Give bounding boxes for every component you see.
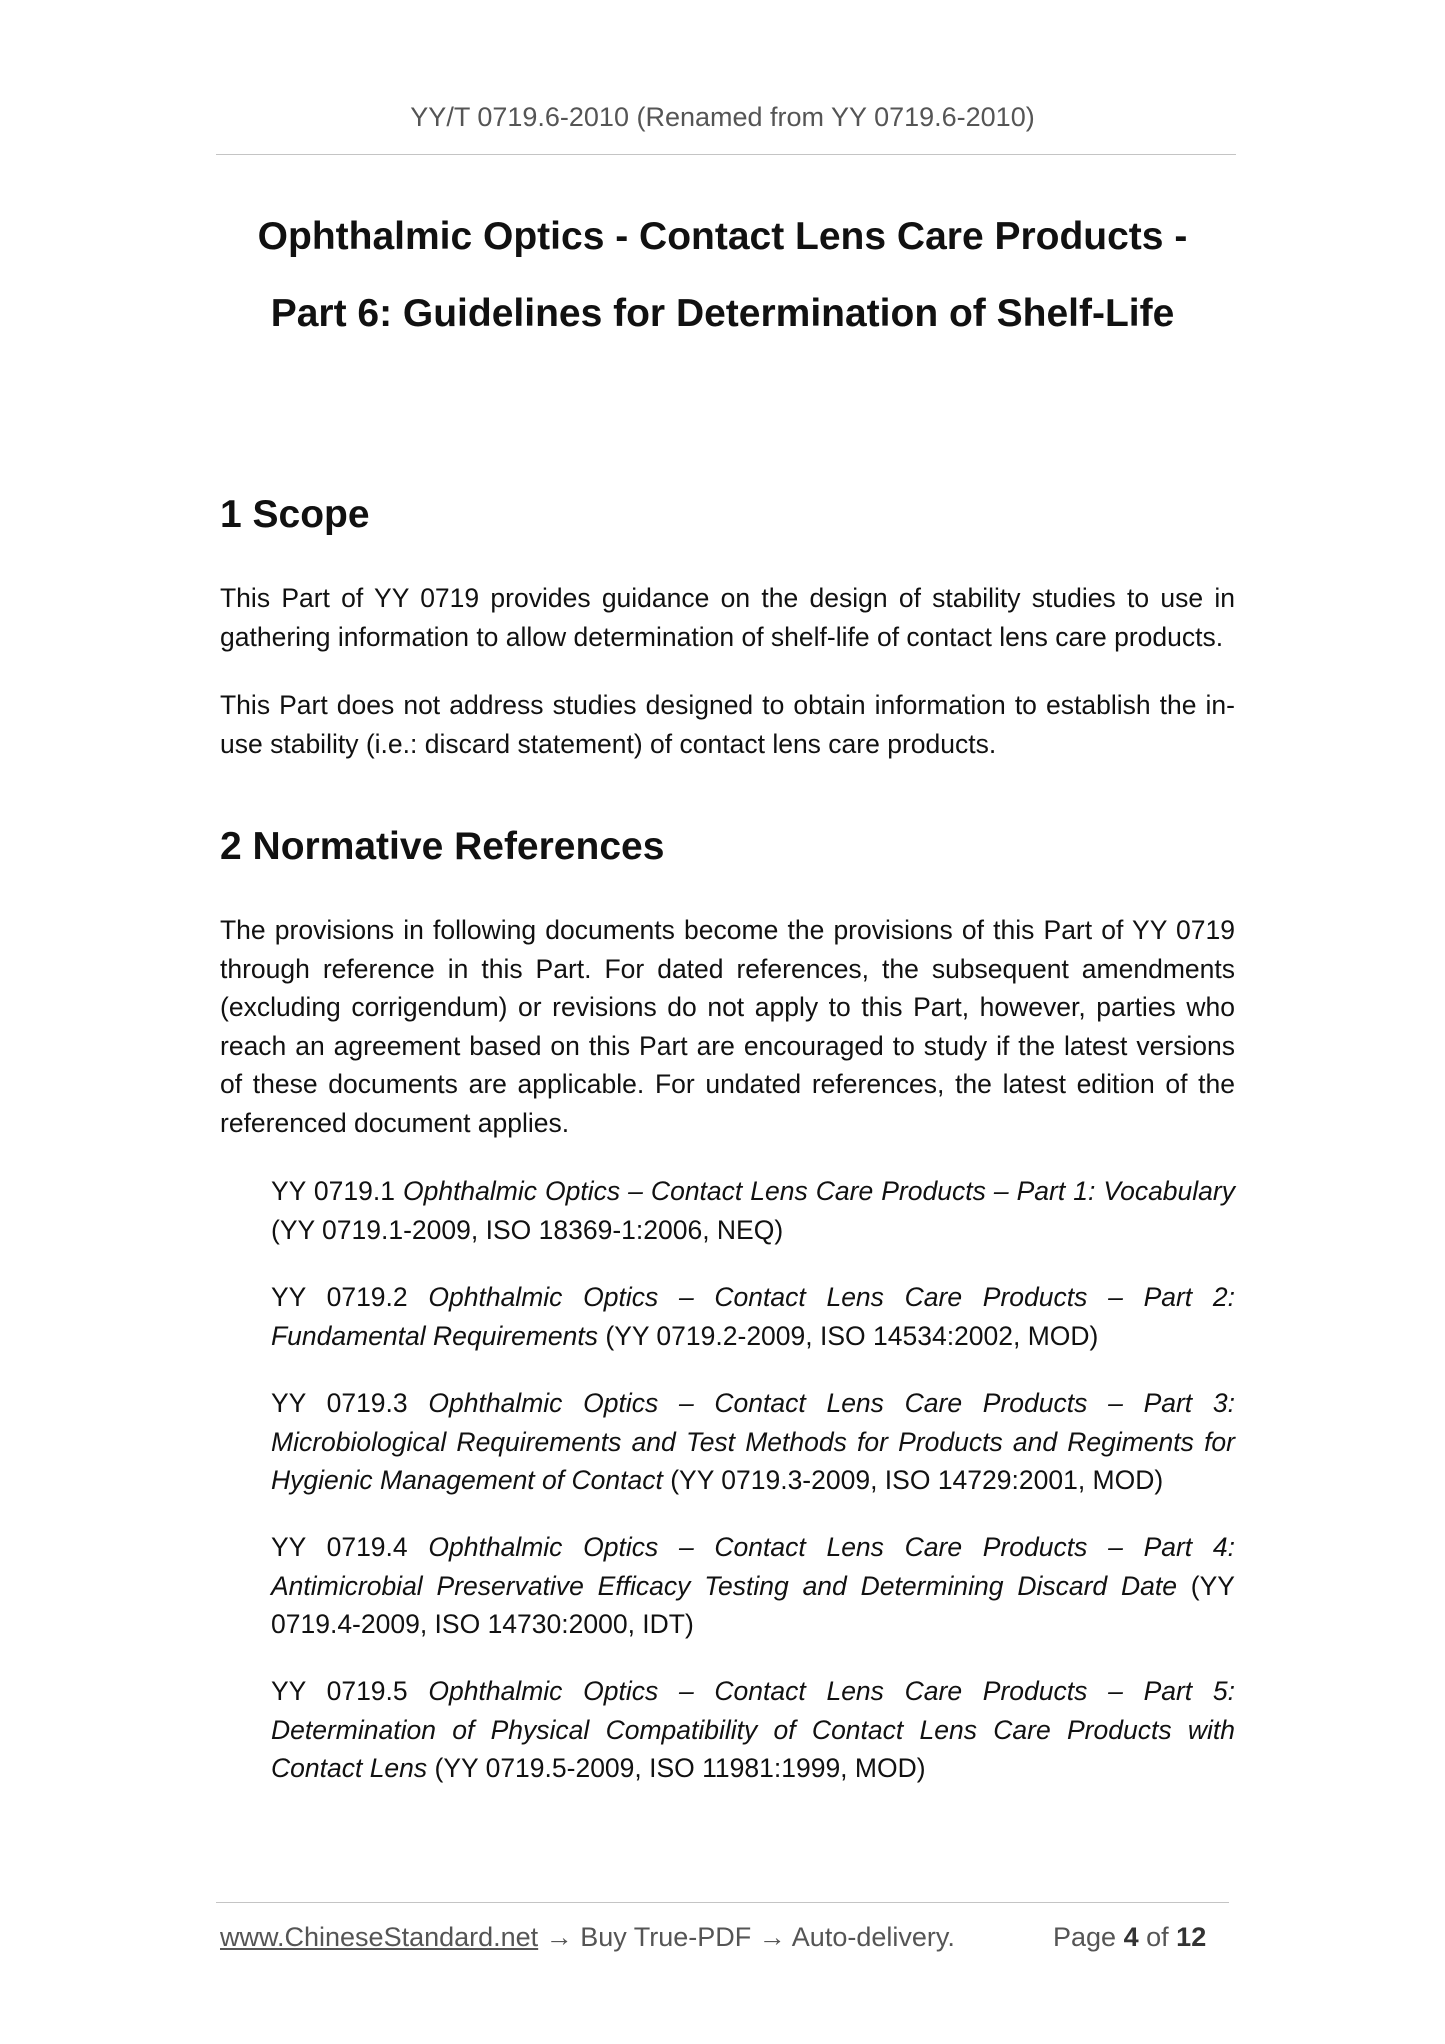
website-link[interactable]: www.ChineseStandard.net bbox=[220, 1922, 539, 1952]
reference-info: (YY 0719.5-2009, ISO 11981:1999, MOD) bbox=[427, 1753, 926, 1783]
normative-paragraph: The provisions in following documents become the provisions of this Part of YY 0719 through reference in this Part. For dated references, the subsequent amendments (excluding corrigendum) or revisions do not apply to this Part, however, parties who reach an agreement based on this Part are encouraged to study if the latest versions of these documents are applicable. For undated references, the latest edition of the referenced document applies. bbox=[220, 915, 1235, 1138]
footer-promo bbox=[220, 1922, 955, 1953]
page-label: Page bbox=[1053, 1922, 1117, 1952]
reference-code: YY 0719.3 bbox=[271, 1388, 429, 1418]
reference-item bbox=[271, 1172, 1235, 1249]
section-heading-normative-references: 2 Normative References bbox=[220, 825, 665, 868]
scope-paragraph-2: This Part does not address studies designed to obtain information to establish the in-use stability (i.e.: discard statement) of contact lens care products. bbox=[220, 690, 1235, 759]
document-title-line-1: Ophthalmic Optics - Contact Lens Care Products - bbox=[257, 215, 1188, 258]
reference-title: Ophthalmic Optics – Contact Lens Care Products – Part 1: Vocabulary bbox=[402, 1176, 1235, 1206]
reference-title: Ophthalmic Optics – Contact Lens Care Products – Part 5: Determination of Physical Compatibility of Contact Lens Care Products with Contact Lens bbox=[271, 1676, 1235, 1783]
arrow-right-icon: → bbox=[758, 1922, 786, 1952]
reference-title: Ophthalmic Optics – Contact Lens Care Products – Part 2: Fundamental Requirements bbox=[271, 1282, 1235, 1351]
reference-title: Ophthalmic Optics – Contact Lens Care Products – Part 3: Microbiological Requirements and Test Methods for Products and Regiments for Hygienic Management of Contact bbox=[271, 1388, 1235, 1495]
section-heading-scope: 1 Scope bbox=[220, 493, 370, 536]
arrow-right-icon: → bbox=[545, 1922, 573, 1952]
delivery-text: Auto-delivery. bbox=[791, 1922, 955, 1952]
buy-text: Buy True-PDF bbox=[580, 1922, 752, 1952]
reference-code: YY 0719.1 bbox=[271, 1176, 403, 1206]
reference-info: (YY 0719.4-2009, ISO 14730:2000, IDT) bbox=[271, 1570, 1235, 1639]
footer-divider bbox=[216, 1902, 1229, 1903]
reference-info: (YY 0719.2-2009, ISO 14534:2002, MOD) bbox=[598, 1320, 1099, 1351]
reference-item bbox=[271, 1278, 1235, 1355]
reference-item bbox=[271, 1672, 1235, 1788]
reference-code: YY 0719.2 bbox=[271, 1282, 429, 1312]
document-title-line-2: Part 6: Guidelines for Determination of Shelf-Life bbox=[270, 292, 1175, 335]
reference-item bbox=[271, 1528, 1235, 1644]
scope-paragraph-1: This Part of YY 0719 provides guidance on the design of stability studies to use in gathering information to allow determination of shelf-life of contact lens care products. bbox=[220, 583, 1235, 652]
page-number bbox=[1053, 1922, 1206, 1953]
reference-title: Ophthalmic Optics – Contact Lens Care Products – Part 4: Antimicrobial Preservative Efficacy Testing and Determining Discard Date bbox=[271, 1532, 1235, 1601]
reference-code: YY 0719.5 bbox=[271, 1676, 429, 1706]
page-header: YY/T 0719.6-2010 (Renamed from YY 0719.6-2010) bbox=[410, 102, 1035, 132]
reference-info: (YY 0719.1-2009, ISO 18369-1:2006, NEQ) bbox=[271, 1214, 784, 1245]
header-divider bbox=[216, 154, 1236, 155]
page-total: 12 bbox=[1176, 1922, 1207, 1952]
reference-item bbox=[271, 1384, 1235, 1500]
reference-code: YY 0719.4 bbox=[271, 1532, 429, 1562]
reference-info: (YY 0719.3-2009, ISO 14729:2001, MOD) bbox=[662, 1465, 1164, 1495]
page-current: 4 bbox=[1123, 1922, 1139, 1952]
page-of: of bbox=[1146, 1922, 1169, 1952]
